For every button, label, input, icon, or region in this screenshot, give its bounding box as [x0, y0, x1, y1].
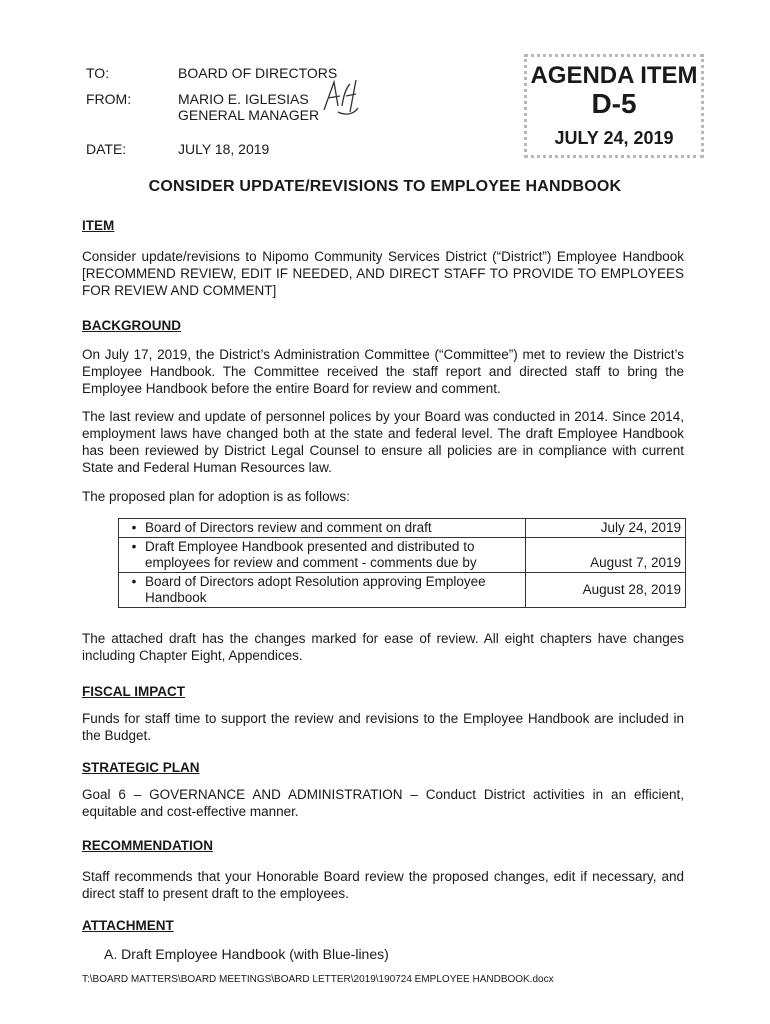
table-row [119, 573, 686, 608]
agenda-item-date: JULY 24, 2019 [554, 128, 674, 148]
background-heading: BACKGROUND [82, 318, 181, 333]
page-title: CONSIDER UPDATE/REVISIONS TO EMPLOYEE HANDBOOK [148, 178, 622, 195]
recommendation-text: Staff recommends that your Honorable Board review the proposed changes, edit if necessary, and direct staff to present draft to the employees. [82, 869, 684, 901]
background-p4: The attached draft has the changes marked for ease of review. All eight chapters have changes including Chapter Eight, Appendices. [82, 631, 684, 663]
background-p1: On July 17, 2019, the District’s Administration Committee (“Committee”) met to review the District’s Employee Handbook. The Committee received the staff report and directed staff to bring the Employee Handbook before the entire Board for review and comment. [82, 347, 684, 396]
to-value: BOARD OF DIRECTORS [178, 65, 338, 81]
signature-initials [320, 72, 360, 122]
bullet: • [131, 539, 137, 554]
table-row [119, 519, 686, 538]
item-heading: ITEM [82, 218, 115, 233]
agenda-item-label: AGENDA ITEM [530, 62, 698, 89]
file-path-footer: T:\BOARD MATTERS\BOARD MEETINGS\BOARD LETTER\2019\190724 EMPLOYEE HANDBOOK.docx [82, 974, 554, 985]
bullet: • [131, 520, 137, 535]
plan-date-2: August 7, 2019 [526, 538, 686, 573]
from-title: GENERAL MANAGER [178, 107, 320, 123]
date-value: JULY 18, 2019 [178, 141, 270, 157]
adoption-plan-table [118, 518, 686, 608]
table-row [119, 538, 686, 573]
item-text: Consider update/revisions to Nipomo Community Services District (“District”) Employee Handbook [RECOMMEND REVIEW, EDIT IF NEEDED, AND DIRECT STAFF TO PROVIDE TO EMPLOYEES FOR REVIEW AND COMMENT] [82, 249, 684, 298]
plan-date-1: July 24, 2019 [526, 519, 686, 538]
plan-step-3: Board of Directors adopt Resolution approving Employee Handbook [145, 574, 486, 605]
plan-step-2: Draft Employee Handbook presented and distributed to employees for review and comment - comments due by [145, 539, 477, 570]
attachment-heading: ATTACHMENT [82, 918, 174, 933]
recommendation-heading: RECOMMENDATION [82, 838, 213, 853]
to-label: TO: [86, 65, 110, 81]
strategic-text: Goal 6 – GOVERNANCE AND ADMINISTRATION – Conduct District activities in an efficient, equitable and cost-effective manner. [82, 787, 684, 819]
background-p3: The proposed plan for adoption is as follows: [82, 489, 350, 504]
fiscal-text: Funds for staff time to support the review and revisions to the Employee Handbook are included in the Budget. [82, 711, 684, 743]
strategic-heading: STRATEGIC PLAN [82, 760, 200, 775]
background-p2: The last review and update of personnel polices by your Board was conducted in 2014. Since 2014, employment laws have changed both at the state and federal level. The draft Employee Handbook has been reviewed by District Legal Counsel to ensure all policies are in compliance with current State and Federal Human Resources law. [82, 409, 684, 475]
attachment-item: A. Draft Employee Handbook (with Blue-lines) [104, 946, 389, 962]
from-label: FROM: [86, 91, 132, 107]
date-label: DATE: [86, 141, 127, 157]
agenda-item-number: D-5 [591, 88, 637, 119]
fiscal-heading: FISCAL IMPACT [82, 684, 185, 699]
agenda-item-box [524, 54, 704, 158]
bullet: • [131, 574, 137, 589]
from-name: MARIO E. IGLESIAS [178, 91, 309, 107]
plan-step-1: Board of Directors review and comment on draft [145, 520, 432, 535]
plan-date-3: August 28, 2019 [526, 573, 686, 608]
